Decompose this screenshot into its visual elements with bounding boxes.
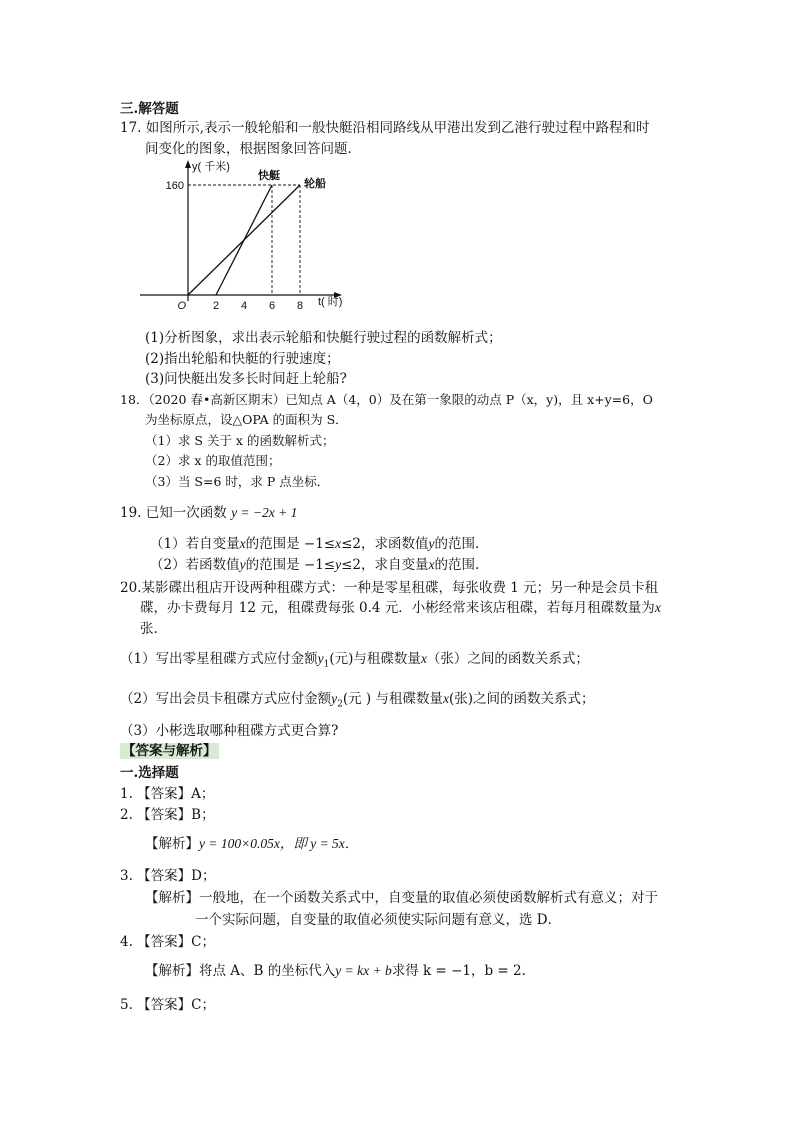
q18-line1: 18．（2020 春•高新区期末）已知点 A（4，0）及在第一象限的动点 P（x，y)，且 x+y=6，O [120,392,653,407]
series-label-0: 快艇 [258,170,280,182]
q20-line2: 碟，办卡费每月 12 元，租碟费每张 0.4 元．小彬经常来该店租碟，若每月租碟数量为x [140,600,661,616]
q20-sub2: （2）写出会员卡租碟方式应付金额$y_2$(元 ) 与租碟数量x(张)之间的函数关系式； [120,691,595,710]
q17-line2: 间变化的图象，根据图象回答问题． [145,141,361,157]
q20-sub3: （3）小彬选取哪种租碟方式更合算? [120,723,339,739]
answer-3: 3. 【答案】D； [120,868,216,884]
answer-2-explanation: 【解析】y = 100×0.05x，即 y = 5x． [145,836,359,852]
x-tick-label: 2 [212,300,220,312]
answer-1: 1. 【答案】A； [120,786,215,802]
answers-heading: 【答案与解析】 [122,743,217,759]
q18-sub3: （3）当 S=6 时，求 P 点坐标． [145,474,330,489]
y-tick-label: 160 [165,180,184,192]
q17-sub3: (3)问快艇出发多长时间赶上轮船? [145,371,347,387]
y-axis-label: y( 千米) [192,161,230,173]
q17-sub2: (2)指出轮船和快艇的行驶速度； [145,351,340,367]
q19-line1: 19. 已知一次函数 y = −2x + 1 [120,505,298,521]
x-tick-label: 4 [240,300,248,312]
q17-sub1: (1)分析图象，求出表示轮船和快艇行驶过程的函数解析式； [145,330,502,346]
q17-line1: 17. 如图所示,表示一般轮船和一般快艇沿相同路线从甲港出发到乙港行驶过程中路程和时 [120,120,650,136]
q20-line3: 张. [140,621,158,637]
series-label-1: 轮船 [304,178,326,190]
y-axis-arrow [185,160,191,168]
answer-4-explanation: 【解析】将点 A、B 的坐标代入y = kx + b求得 k = −1，b = 2. [145,963,526,979]
x-axis-label: t( 时) [318,296,343,308]
q18-sub2: （2）求 x 的取值范围； [145,453,281,468]
q18-sub1: （1）求 S 关于 x 的函数解析式； [145,433,335,448]
series-line-1 [188,185,300,295]
x-tick-label: 8 [296,300,304,312]
q20-line1: 20.某影碟出租店开设两种租碟方式：一种是零星租碟，每张收费 1 元；另一种是会员卡租 [120,580,659,596]
answer-5: 5. 【答案】C； [120,997,216,1013]
q17-chart [140,156,360,326]
q19-function: y = −2x + 1 [231,505,298,520]
q19-sub1: （1）若自变量x的范围是 −1≤x≤2，求函数值y的范围. [150,536,480,552]
answer-2: 2. 【答案】B； [120,807,215,823]
answer-3-explanation-1: 【解析】一般地，在一个函数关系式中，自变量的取值必须使函数解析式有意义；对于 [145,890,658,906]
q20-sub1: （1）写出零星租碟方式应付金额$y_1$(元)与租碟数量x（张）之间的函数关系式； [120,651,589,670]
q18-line2: 为坐标原点，设△OPA 的面积为 S． [145,412,348,427]
answers-section-1: 一.选择题 [120,765,179,781]
origin-label: O [177,300,186,312]
x-tick-label: 6 [268,300,276,312]
answer-3-explanation-2: 一个实际问题，自变量的取值必须使实际问题有意义，选 D． [195,912,562,928]
answer-4: 4. 【答案】C； [120,934,216,950]
section-title-3: 三.解答题 [120,101,179,117]
q19-sub2: （2）若函数值y的范围是 −1≤y≤2，求自变量x的范围. [150,557,480,573]
